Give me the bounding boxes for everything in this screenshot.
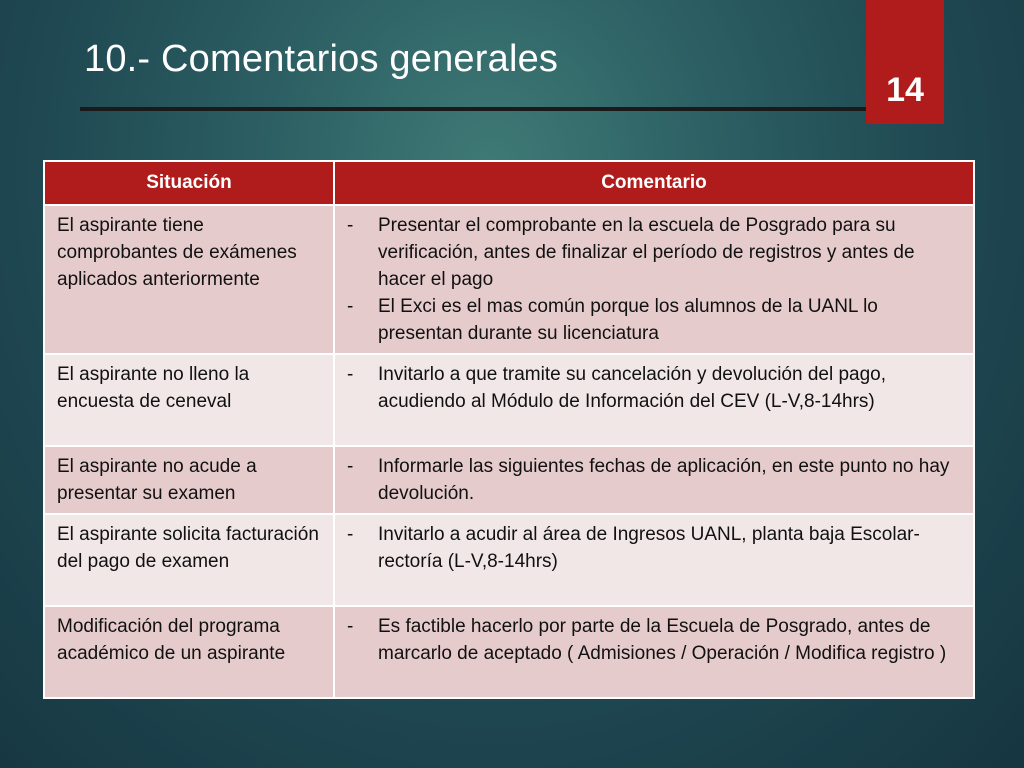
slide-title: 10.- Comentarios generales: [84, 38, 559, 80]
comment-text: Presentar el comprobante en la escuela de Posgrado para su verificación, antes de finalizar el período de registros y antes de hacer el pago: [378, 215, 915, 290]
situation-cell: Modificación del programa académico de un aspirante: [44, 606, 334, 698]
title-underline: [80, 107, 866, 111]
page-number: 14: [886, 71, 924, 109]
table-row: [44, 606, 974, 698]
header-comentario: Comentario: [334, 161, 974, 205]
comment-item: - Invitarlo a que tramite su cancelación y devolución del pago, acudiendo al Módulo de Información del CEV (L-V,8-14hrs): [347, 364, 887, 412]
comment-cell: [334, 606, 974, 698]
comment-cell: [334, 446, 974, 514]
comment-text: Informarle las siguientes fechas de aplicación, en este punto no hay devolución.: [378, 456, 950, 504]
table-header-row: [44, 161, 974, 205]
situation-cell: El aspirante no acude a presentar su examen: [44, 446, 334, 514]
comment-text: Invitarlo a que tramite su cancelación y devolución del pago, acudiendo al Módulo de Información del CEV (L-V,8-14hrs): [378, 364, 887, 412]
comment-item: - Invitarlo a acudir al área de Ingresos UANL, planta baja Escolar-rectoría (L-V,8-14hrs): [347, 524, 920, 572]
comment-item: - Informarle las siguientes fechas de aplicación, en este punto no hay devolución.: [347, 456, 950, 504]
comment-item: - El Exci es el mas común porque los alumnos de la UANL lo presentan durante su licenciatura: [347, 296, 878, 344]
comments-table: [43, 160, 975, 699]
table-row: [44, 514, 974, 606]
comment-text: El Exci es el mas común porque los alumnos de la UANL lo presentan durante su licenciatura: [378, 296, 878, 344]
table-row: [44, 446, 974, 514]
comment-cell: [334, 354, 974, 446]
comment-item: - Es factible hacerlo por parte de la Escuela de Posgrado, antes de marcarlo de aceptado ( Admisiones / Operación / Modifica registro ): [347, 616, 947, 664]
situation-cell: El aspirante no lleno la encuesta de ceneval: [44, 354, 334, 446]
comment-text: Es factible hacerlo por parte de la Escuela de Posgrado, antes de marcarlo de aceptado ( Admisiones / Operación / Modifica registro ): [378, 616, 947, 664]
situation-cell: El aspirante solicita facturación del pago de examen: [44, 514, 334, 606]
page-number-badge: [866, 0, 944, 124]
comment-item: - Presentar el comprobante en la escuela de Posgrado para su verificación, antes de finalizar el período de registros y antes de hacer el pago: [347, 215, 915, 290]
table-row: [44, 354, 974, 446]
comment-cell: [334, 205, 974, 354]
header-situacion: Situación: [44, 161, 334, 205]
comment-text: Invitarlo a acudir al área de Ingresos UANL, planta baja Escolar-rectoría (L-V,8-14hrs): [378, 524, 920, 572]
table-row: [44, 205, 974, 354]
comment-cell: [334, 514, 974, 606]
situation-cell: El aspirante tiene comprobantes de exámenes aplicados anteriormente: [44, 205, 334, 354]
